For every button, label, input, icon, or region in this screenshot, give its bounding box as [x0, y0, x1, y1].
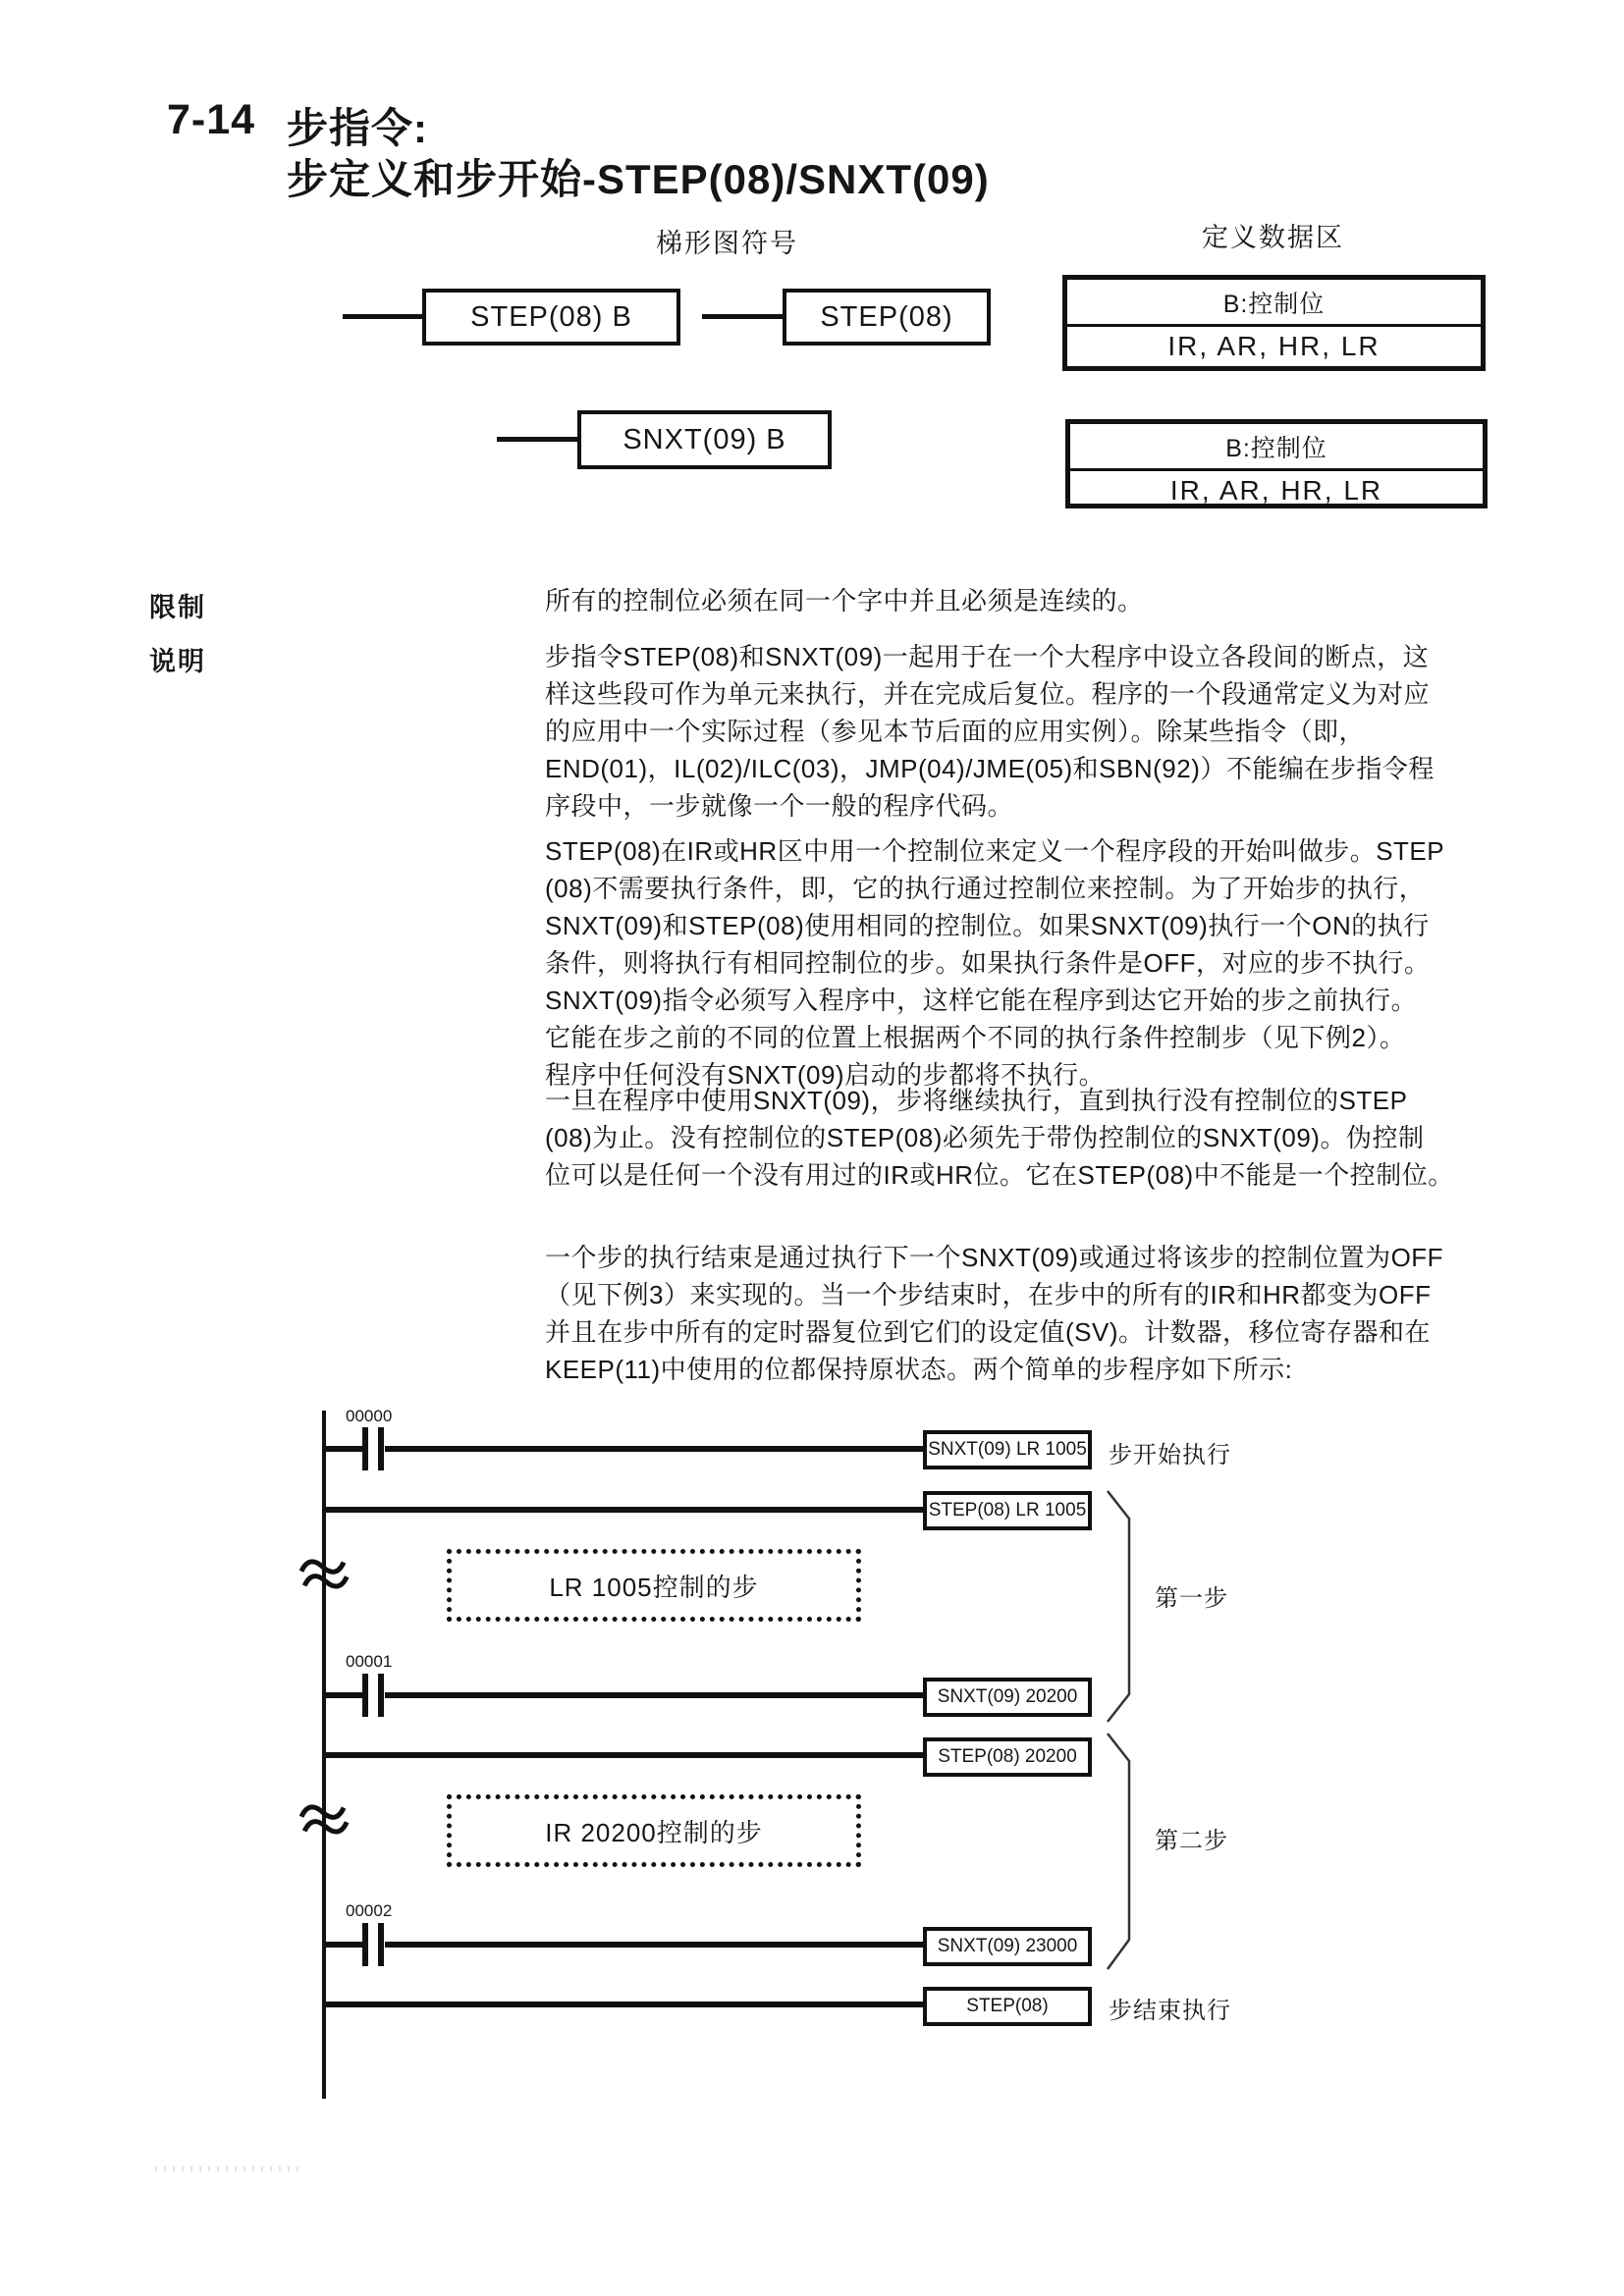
step2-range-brace: [1108, 1734, 1129, 1969]
text-line: 程序中任何没有SNXT(09)启动的步都将不执行。: [545, 1060, 1106, 1090]
section-number: 7-14: [167, 96, 256, 143]
step-symbol-label: STEP(08): [820, 300, 953, 333]
data-area-operand: B:控制位: [1070, 424, 1483, 471]
text-line: KEEP(11)中使用的位都保持原状态。两个简单的步程序如下所示:: [545, 1355, 1293, 1384]
lead-line: [497, 437, 577, 442]
contact-address-label: 00000: [346, 1407, 393, 1425]
step-body-box: LR 1005控制的步: [447, 1549, 861, 1622]
page-title-line1: 步指令:: [287, 105, 428, 151]
instruction-box: STEP(08): [923, 1987, 1092, 2026]
restrictions-text: 所有的控制位必须在同一个字中并且必须是连续的。: [545, 586, 1144, 615]
text-line: 序段中，一步就像一个一般的程序代码。: [545, 791, 1014, 821]
annotation-step1: 第一步: [1155, 1585, 1228, 1612]
description-paragraph-2: [545, 832, 1444, 1094]
description-label: 说明: [149, 647, 206, 676]
step-symbol-box: [783, 289, 991, 346]
ladder-diagram: [295, 1404, 1443, 2120]
description-paragraph-4: [545, 1239, 1443, 1388]
text-line: (08)为止。没有控制位的STEP(08)必须先于带伪控制位的SNXT(09)。伪控制: [545, 1123, 1425, 1152]
lead-line: [702, 314, 783, 319]
text-line: 条件，则将执行有相同控制位的步。如果执行条件是OFF，对应的步不执行。: [545, 948, 1431, 978]
text-line: STEP(08)在IR或HR区中用一个控制位来定义一个程序段的开始叫做步。STEP: [545, 836, 1445, 866]
description-paragraph-1: [545, 638, 1435, 825]
text-line: SNXT(09)指令必须写入程序中，这样它能在程序到达它开始的步之前执行。: [545, 986, 1418, 1015]
data-area-box-snxt: [1065, 419, 1488, 508]
data-area-areas: IR, AR, HR, LR: [1169, 475, 1383, 506]
lead-line: [343, 314, 422, 319]
annotation-step2: 第二步: [1155, 1828, 1228, 1854]
data-area-operand: B:控制位: [1067, 280, 1481, 327]
text-line: 一个步的执行结束是通过执行下一个SNXT(09)或通过将该步的控制位置为OFF: [545, 1243, 1444, 1272]
text-line: 步指令STEP(08)和SNXT(09)一起用于在一个大程序中设立各段间的断点，这: [545, 642, 1430, 671]
instruction-box: SNXT(09) 20200: [923, 1678, 1092, 1717]
ladder-symbol-caption: 梯形图符号: [656, 229, 798, 258]
snxt-b-symbol-box: [577, 410, 832, 469]
text-line: 位可以是任何一个没有用过的IR或HR位。它在STEP(08)中不能是一个控制位。: [545, 1160, 1454, 1190]
text-line: （见下例3）来实现的。当一个步结束时，在步中的所有的IR和HR都变为OFF: [545, 1280, 1432, 1309]
data-area-areas: IR, AR, HR, LR: [1167, 331, 1380, 361]
step-b-symbol-box: [422, 289, 680, 346]
description-paragraph-3: [545, 1082, 1454, 1194]
contact-address-label: 00002: [346, 1901, 393, 1920]
text-line: 并且在步中所有的定时器复位到它们的设定值(SV)。计数器，移位寄存器和在: [545, 1317, 1432, 1347]
text-line: 一旦在程序中使用SNXT(09)，步将继续执行，直到执行没有控制位的STEP: [545, 1086, 1408, 1115]
text-line: 的应用中一个实际过程（参见本节后面的应用实例）。除某些指令（即，: [545, 717, 1366, 746]
annotation-step-start: 步开始执行: [1109, 1442, 1231, 1468]
text-line: (08)不需要执行条件，即，它的执行通过控制位来控制。为了开始步的执行，: [545, 874, 1426, 903]
contact-address-label: 00001: [346, 1652, 393, 1671]
instruction-box: SNXT(09) LR 1005: [923, 1430, 1092, 1469]
data-area-caption: 定义数据区: [1202, 223, 1344, 252]
text-line: SNXT(09)和STEP(08)使用相同的控制位。如果SNXT(09)执行一个ON的执行: [545, 911, 1430, 940]
step-b-symbol-label: STEP(08) B: [470, 300, 632, 333]
step1-range-brace: [1108, 1491, 1129, 1722]
text-line: 样这些段可作为单元来执行，并在完成后复位。程序的一个段通常定义为对应: [545, 679, 1431, 709]
annotation-step-end: 步结束执行: [1109, 1998, 1231, 2024]
data-area-box-step: [1062, 275, 1486, 371]
step-body-box: IR 20200控制的步: [447, 1794, 861, 1867]
scan-artifact: [155, 2166, 302, 2171]
page-title-line2: 步定义和步开始-STEP(08)/SNXT(09): [287, 156, 990, 202]
text-line: END(01)，IL(02)/ILC(03)，JMP(04)/JME(05)和SBN(92)）不能编在步指令程: [545, 754, 1435, 783]
instruction-box: STEP(08) 20200: [923, 1737, 1092, 1777]
restrictions-label: 限制: [149, 593, 206, 622]
text-line: 它能在步之前的不同的位置上根据两个不同的执行条件控制步（见下例2）。: [545, 1023, 1406, 1052]
snxt-b-symbol-label: SNXT(09) B: [623, 423, 786, 455]
instruction-box: STEP(08) LR 1005: [923, 1491, 1092, 1530]
instruction-box: SNXT(09) 23000: [923, 1927, 1092, 1966]
